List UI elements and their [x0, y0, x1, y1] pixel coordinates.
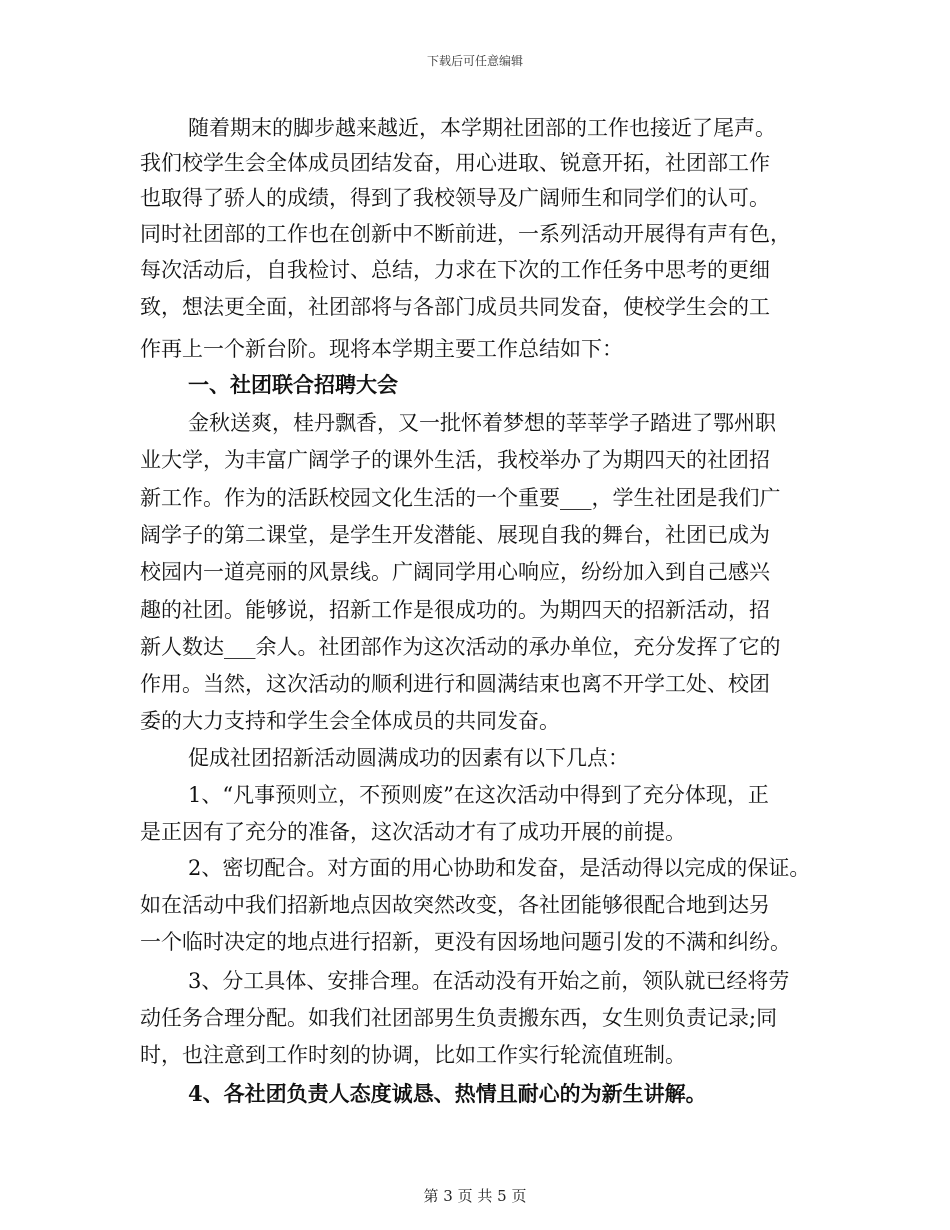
paragraph-line: 致，想法更全面，社团部将与各部门成员共同发奋，使校学生会的工 [140, 295, 770, 319]
paragraph-line: 促成社团招新活动圆满成功的因素有以下几点： [188, 746, 629, 770]
paragraph-line: 如在活动中我们招新地点因故突然改变，各社团能够很配合地到达另 [140, 893, 770, 917]
section-heading: 4、各社团负责人态度诚恳、热情且耐心的为新生讲解。 [188, 1081, 707, 1106]
paragraph-line: 2、密切配合。对方面的用心协助和发奋，是活动得以完成的保证。 [188, 856, 811, 880]
paragraph-line: 金秋送爽，桂丹飘香，又一批怀着梦想的莘莘学子踏进了鄂州职 [188, 411, 776, 435]
paragraph-line: 3、分工具体、安排合理。在活动没有开始之前，领队就已经将劳 [188, 969, 790, 993]
paragraph-line: 也取得了骄人的成绩，得到了我校领导及广阔师生和同学们的认可。 [140, 186, 770, 210]
paragraph-line: 委的大力支持和学生会全体成员的共同发奋。 [140, 709, 560, 733]
paragraph-line: 动任务合理分配。如我们社团部男生负责搬东西，女生则负责记录;同 [140, 1006, 778, 1030]
paragraph-line: 同时社团部的工作也在创新中不断前进，一系列活动开展得有声有色， [140, 222, 791, 246]
paragraph-line: 每次活动后，自我检讨、总结，力求在下次的工作任务中思考的更细 [140, 258, 770, 282]
paragraph-line: 一个临时决定的地点进行招新，更没有因场地问题引发的不满和纠纷。 [140, 930, 791, 954]
paragraph-line: 阔学子的第二课堂，是学生开发潜能、展现自我的舞台，社团已成为 [140, 523, 770, 547]
paragraph-line: 随着期末的脚步越来越近，本学期社团部的工作也接近了尾声。 [188, 116, 776, 140]
paragraph-line: 新工作。作为的活跃校园文化生活的一个重要___，学生社团是我们广 [140, 486, 781, 510]
paragraph-line: 时，也注意到工作时刻的协调，比如工作实行轮流值班制。 [140, 1043, 686, 1067]
paragraph-line: 作再上一个新台阶。现将本学期主要工作总结如下： [140, 337, 623, 361]
page-footer: 第 3 页 共 5 页 [423, 1187, 527, 1205]
paragraph-line: 校园内一道亮丽的风景线。广阔同学用心响应，纷纷加入到自己感兴 [140, 560, 770, 584]
paragraph-line: 我们校学生会全体成员团结发奋，用心进取、锐意开拓，社团部工作 [140, 151, 770, 175]
paragraph-line: 业大学，为丰富广阔学子的课外生活，我校举办了为期四天的社团招 [140, 448, 770, 472]
page-header: 下载后可任意编辑 [426, 54, 523, 68]
paragraph-line: 作用。当然，这次活动的顺利进行和圆满结束也离不开学工处、校团 [140, 672, 770, 696]
paragraph-line: 1、“凡事预则立，不预则废”在这次活动中得到了充分体现，正 [188, 783, 769, 807]
paragraph-line: 是正因有了充分的准备，这次活动才有了成功开展的前提。 [140, 820, 686, 844]
section-heading: 一、社团联合招聘大会 [188, 372, 398, 397]
paragraph-line: 新人数达___余人。社团部作为这次活动的承办单位，充分发挥了它的 [140, 635, 781, 659]
paragraph-line: 趣的社团。能够说，招新工作是很成功的。为期四天的招新活动，招 [140, 598, 770, 622]
